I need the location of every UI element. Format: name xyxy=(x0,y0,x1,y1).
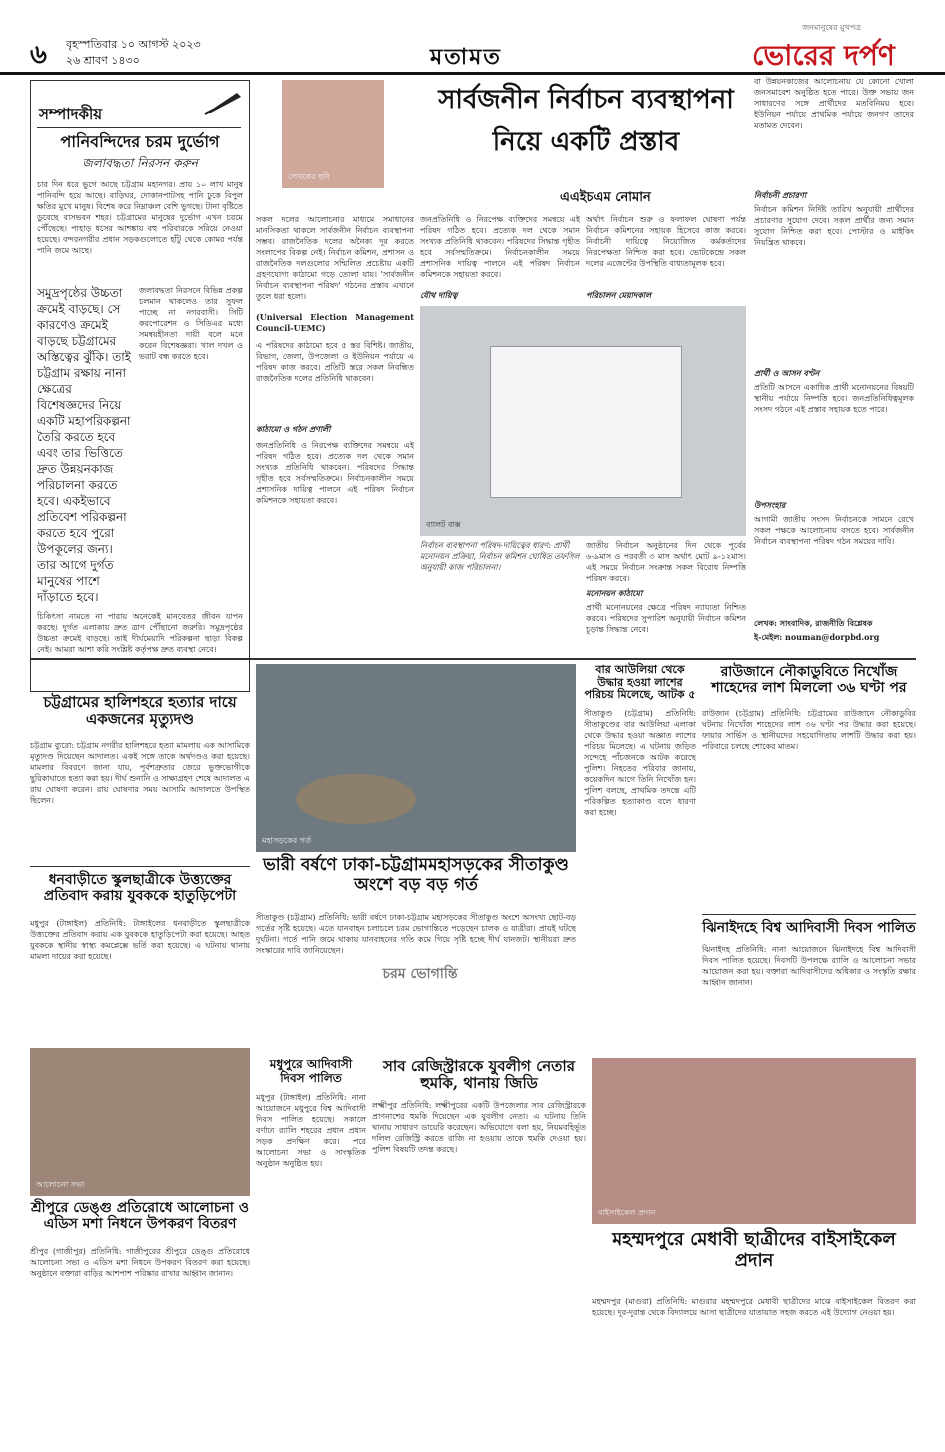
news-dengue-body: শ্রীপুর (গাজীপুর) প্রতিনিধি: গাজীপুরের শ্রীপুরে ডেঙ্গু প্রতিরোধে আলোচনা সভা ও এডিস মশা নিধনে উপকরণ বিতরণ করা হয়েছে। অনুষ্ঠানে বক্তারা বাড়ির আশপাশ পরিষ্কার রাখার আহ্বান জানান। xyxy=(30,1247,250,1278)
author-bio: লেখক: সাংবাদিক, রাজনীতি বিশ্লেষক xyxy=(754,618,873,628)
feature-title-2: নিয়ে একটি প্রস্তাব xyxy=(492,127,680,157)
news-subregistrar-title: সাব রেজিস্ট্রারকে যুবলীগ নেতার হুমকি, থানায় জিডি xyxy=(383,1057,575,1093)
news-raozan-body: রাউজান (চট্টগ্রাম) প্রতিনিধি: চট্টগ্রামের রাউজানে নৌকাডুবির ঘটনায় নিখোঁজ শাহেদের লাশ ৩৬ ঘণ্টা পর উদ্ধার করা হয়েছে। ফায়ার সার্ভিস ও স্থানীয়দের সহযোগিতায় লাশটি উদ্ধার করা হয়। পরিবারে চলছে শোকের মাতম। xyxy=(702,709,916,751)
feature-after-2: প্রার্থী মনোনয়নের ক্ষেত্রে পরিষদ ন্যায্যতা নিশ্চিত করবে। পরিষদের সুপারিশ অনুযায়ী নির্বাচন কমিশন চূড়ান্ত সিদ্ধান্ত নেবে। xyxy=(586,603,746,634)
news-bicycle-body: মহম্মদপুর (মাগুরা) প্রতিনিধি: মাগুরার মহম্মদপুরে মেধাবী ছাত্রীদের মাঝে বাইসাইকেল বিতরণ করা হয়েছে। দূর-দূরান্ত থেকে বিদ্যালয়ে আসা ছাত্রীদের যাতায়াত সহজ করতে এই উদ্যোগ নেওয়া হয়। xyxy=(592,1297,916,1317)
feature-col-1b: এ পরিষদের কাঠামো হবে ৫ স্তর বিশিষ্ট। জাতীয়, বিভাগ, জেলা, উপজেলা ও ইউনিয়ন পর্যায়ে এ পরিষদ কাজ করবে। প্রতিটি স্তরে সকল নিবন্ধিত রাজনৈতিক দলের প্রতিনিধি থাকবেন। xyxy=(256,341,414,383)
portrait-label: লেখকের ছবি xyxy=(288,172,330,181)
feature-sub-4: মনোনয়ন কাঠামো xyxy=(586,588,643,598)
editorial-label: সম্পাদকীয় xyxy=(39,105,103,123)
page-number: ৬ xyxy=(30,40,47,70)
dengue-photo-label: আলোচনা সভা xyxy=(36,1180,85,1189)
feature-sub-7: উপসংহার xyxy=(754,500,786,510)
road-pothole xyxy=(296,774,416,824)
feature-bottom-rule xyxy=(30,658,916,660)
feature-right-col-3: প্রতিটি আসনে একাধিক প্রার্থী মনোনয়নের বিষয়টি স্থানীয় পর্যায়ে নিষ্পত্তি হবে। জনপ্রতিনিধিত্বমূলক সংসদ গঠনে এই প্রস্তাব সহায়ক হতে পারে। xyxy=(754,383,914,414)
news-bicycle-title: মহম্মদপুরে মেধাবী ছাত্রীদের বাইসাইকেল প্রদান xyxy=(612,1229,896,1271)
masthead xyxy=(0,0,945,75)
news-1-rule xyxy=(30,866,250,867)
author-portrait xyxy=(282,80,384,188)
news-1-title: চট্টগ্রামের হালিশহরে হত্যার দায়ে একজনের মৃত্যুদণ্ড xyxy=(43,693,237,729)
author-email: ই-মেইল: nouman@dorpbd.org xyxy=(754,632,880,642)
editorial-pullquote: সমুদ্রপৃষ্ঠের উচ্চতা ক্রমেই বাড়ছে। সে কারণেও ক্রমেই বাড়ছে চট্টগ্রামের অস্তিত্বের ঝুঁকি। তাই চট্টগ্রাম রক্ষায় নানা ক্ষেত্রের বিশেষজ্ঞদের নিয়ে একটি মহাপরিকল্পনা তৈরি করতে হবে এবং তার ভিত্তিতে দ্রুত উন্নয়নকাজ পরিচালনা করতে হবে। একইভাবে প্রতিবেশ পরিকল্পনা করতে হবে পুরো উপকূলের জন্য। তার আগে দুর্গত মানুষের পাশে দাঁড়াতে হবে। xyxy=(37,286,131,604)
feature-right-col-4: আগামী জাতীয় সংসদ নির্বাচনকে সামনে রেখে সকল পক্ষকে আলোচনায় বসতে হবে। সার্বজনীন নির্বাচন ব্যবস্থাপনা পরিষদ গঠন সময়ের দাবি। xyxy=(754,515,914,546)
feature-col-1: সকল দলের আলোচনার মাধ্যমে সমাধানের মানসিকতা থাকলে সার্বজনীন নির্বাচন ব্যবস্থাপনা সম্ভব। রাজনৈতিক দলের অনৈক্য দূর করতে সংলাপের বিকল্প নেই। নির্বাচন কমিশন, প্রশাসন ও রাজনৈতিক দলগুলোর সম্মিলিত প্রচেষ্টায় একটি গ্রহণযোগ্য কাঠামো গড়ে তোলা যায়। 'সার্বজনীন নির্বাচন ব্যবস্থাপনা পরিষদ' গঠনের প্রস্তাব এখানে তুলে ধরা হলো। xyxy=(256,215,414,301)
feature-col-2: জনপ্রতিনিধি ও নিরপেক্ষ ব্যক্তিদের সমন্বয়ে এই পরিষদ গঠিত হবে। প্রত্যেক দল থেকে সমান সংখ্যক প্রতিনিধি থাকবেন। পরিষদের সিদ্ধান্ত গৃহীত হবে সর্বসম্মতিক্রমে। নির্বাচনকালীন সময়ে প্রশাসনিক দায়িত্ব পালনে এই পরিষদ নির্বাচন কমিশনকে সহায়তা করবে। xyxy=(256,441,414,505)
editorial-body-3: চিকিৎসা নামতে না পারায় অনেকেই মানবেতর জীবন যাপন করছে। দুর্গত এলাকায় দ্রুত ত্রাণ পৌঁছানো জরুরি। সমুদ্রপৃষ্ঠের উচ্চতা ক্রমেই বাড়ছে। তাই দীর্ঘমেয়াদি পরিকল্পনা ছাড়া বিকল্প নেই। আমরা আশা করি সংশ্লিষ্ট কর্তৃপক্ষ দ্রুত ব্যবস্থা নেবে। xyxy=(37,612,243,654)
bicycle-photo-label: বাইসাইকেল প্রদান xyxy=(598,1208,656,1217)
news-madhupur-body: মধুপুর (টাঙ্গাইল) প্রতিনিধি: নানা আয়োজনে মধুপুরে বিশ্ব আদিবাসী দিবস পালিত হয়েছে। সকালে বর্ণাঢ্য র‍্যালি শহরের প্রধান প্রধান সড়ক প্রদক্ষিণ করে। পরে আলোচনা সভা ও সাংস্কৃতিক অনুষ্ঠান অনুষ্ঠিত হয়। xyxy=(256,1093,366,1168)
brand-logo: ভোরের দর্পণ xyxy=(752,39,895,72)
news-madhupur-title: মধুপুরে আদিবাসী দিবস পালিত xyxy=(269,1057,353,1085)
feature-title-1: সার্বজনীন নির্বাচন ব্যবস্থাপনা xyxy=(438,85,734,115)
feature-right-col: বা উন্নয়নকাজের আলোচনায় যে কোনো খোলা জনসমাবেশ অনুষ্ঠিত হতে পারে। উক্ত সভায় জন সাধারণের সঙ্গে প্রার্থীদের মতবিনিময় হবে। ইউনিয়ন পর্যায়ে প্রাথমিক পর্যায়ে জনগণ তাদের মতামত দেবেন। xyxy=(754,77,914,130)
news-jhenaidah-body: ঝিনাইদহ প্রতিনিধি: নানা আয়োজনে ঝিনাইদহে বিশ্ব আদিবাসী দিবস পালিত হয়েছে। দিবসটি উপলক্ষে র‍্যালি ও আলোচনা সভার আয়োজন করা হয়। বক্তারা আদিবাসীদের অধিকার ও সংস্কৃতি রক্ষার আহ্বান জানান। xyxy=(702,945,916,987)
feature-col-3: অর্থাৎ নির্বাচন শুরু ও ফলাফল ঘোষণা পর্যন্ত নির্বাচন কমিশনের সহায়ক হিসেবে কাজ করবে। নির্বাচনী দায়িত্বে নিয়োজিত কর্মকর্তাদের নিরপেক্ষতা নিশ্চিত করা হবে। ভোটকেন্দ্রে সকল দলের এজেন্টের উপস্থিতি বাধ্যতামূলক হবে। xyxy=(586,215,746,268)
feature-author: এএইচএম নোমান xyxy=(560,190,651,205)
editorial-divider xyxy=(37,127,241,128)
news-jhenaidah-title: ঝিনাইদহে বিশ্ব আদিবাসী দিবস পালিত xyxy=(702,920,916,936)
news-highway-body: সীতাকুণ্ড (চট্টগ্রাম) প্রতিনিধি: ভারী বর্ষণে ঢাকা-চট্টগ্রাম মহাসড়কের সীতাকুণ্ড অংশে অসংখ্য ছোট-বড় গর্তের সৃষ্টি হয়েছে। এতে যানবাহন চলাচলে চরম ভোগান্তিতে পড়েছেন চালক ও যাত্রীরা। প্রায়ই ঘটছে দুর্ঘটনা। গর্তে পানি জমে থাকায় যানবাহনের গতি কমে গিয়ে সৃষ্টি হচ্ছে দীর্ঘ যানজট। স্থানীয়রা দ্রুত সংস্কারের দাবি জানিয়েছেন। xyxy=(256,913,576,955)
feature-english-term: (Universal Election Management Council-UEMC) xyxy=(256,312,414,333)
feature-col-2-right: জনপ্রতিনিধি ও নিরপেক্ষ ব্যক্তিদের সমন্বয়ে এই পরিষদ গঠিত হবে। প্রত্যেক দল থেকে সমান সংখ্যক প্রতিনিধি থাকবেন। পরিষদের সিদ্ধান্ত গৃহীত হবে সর্বসম্মতিক্রমে। নির্বাচনকালীন সময়ে প্রশাসনিক দায়িত্ব পালনে এই পরিষদ নির্বাচন কমিশনকে সহায়তা করবে। xyxy=(420,215,580,279)
news-subregistrar-body: লক্ষ্মীপুর প্রতিনিধি: লক্ষ্মীপুরের একটি উপজেলার সাব রেজিস্ট্রারকে প্রাণনাশের হুমকি দিয়েছেন এক যুবলীগ নেতা। এ ঘটনায় তিনি থানায় সাধারণ ডায়েরি করেছেন। অভিযোগে বলা হয়, নিয়মবহির্ভূত দলিল রেজিস্ট্রি করতে রাজি না হওয়ায় তাকে হুমকি দেওয়া হয়। পুলিশ বিষয়টি তদন্ত করছে। xyxy=(372,1101,586,1154)
ballot-box-shape xyxy=(490,346,682,498)
news-dengue-title: শ্রীপুরে ডেঙ্গু প্রতিরোধে আলোচনা ও এডিস মশা নিধনে উপকরণ বিতরণ xyxy=(30,1200,250,1233)
bicycle-photo xyxy=(592,1058,916,1224)
news-highway-subtitle: চরম ভোগান্তি xyxy=(360,962,480,984)
news-1-body: চট্টগ্রাম ব্যুরো: চট্টগ্রাম নগরীর হালিশহরে হত্যা মামলায় এক আসামিকে মৃত্যুদণ্ড দিয়েছেন আদালত। একই সঙ্গে তাকে অর্থদণ্ডও করা হয়েছে। মামলার বিবরণে জানা যায়, পূর্বশত্রুতার জেরে ভুক্তভোগীকে ছুরিকাঘাতে হত্যা করা হয়। দীর্ঘ শুনানি ও সাক্ষ্যগ্রহণ শেষে আদালত এ রায় ঘোষণা করেন। রায় ঘোষণার সময় আসামি আদালতে উপস্থিত ছিলেন। xyxy=(30,741,250,805)
feature-right-col-2: নির্বাচন কমিশন নির্দিষ্ট তারিখ অনুযায়ী প্রার্থীদের প্রচারণার সুযোগ দেবে। সকল প্রার্থীর জন্য সমান সুযোগ নিশ্চিত করা হবে। পোস্টার ও মাইকিং নিয়ন্ত্রিত থাকবে। xyxy=(754,205,914,247)
feature-sub-2: যৌথ দায়িত্ব xyxy=(420,290,458,300)
highway-photo xyxy=(256,664,576,852)
news-raozan-rule xyxy=(702,914,916,915)
news-baraulia-title: বার আউলিয়া থেকে উদ্ধার হওয়া লাশের পরিচয় মিলেছে, আটক ৫ xyxy=(584,663,696,702)
feature-sub-6: প্রার্থী ও আসন বণ্টন xyxy=(754,368,820,378)
editorial-subtitle: জলাবদ্ধতা নিরসন করুন xyxy=(82,156,198,170)
news-highway-title: ভারী বর্ষণে ঢাকা-চট্টগ্রামমহাসড়কের সীতাকুণ্ড অংশে বড় বড় গর্ত xyxy=(263,855,569,895)
editorial-title: পানিবন্দিদের চরম দুর্ভোগ xyxy=(60,132,220,151)
date-secondary: ২৬ শ্রাবণ ১৪৩০ xyxy=(66,54,140,67)
news-baraulia-body: সীতাকুণ্ড (চট্টগ্রাম) প্রতিনিধি: সীতাকুণ্ডের বার আউলিয়া এলাকা থেকে উদ্ধার হওয়া অজ্ঞাত লাশের পরিচয় মিলেছে। এ ঘটনায় জড়িত সন্দেহে পাঁচজনকে আটক করেছে পুলিশ। নিহতের পরিবার জানায়, কয়েকদিন আগে তিনি নিখোঁজ হন। পুলিশ বলছে, প্রাথমিক তদন্তে এটি পরিকল্পিত হত্যাকাণ্ড বলে ধারণা করা হচ্ছে। xyxy=(584,709,696,817)
dengue-photo xyxy=(30,1048,250,1196)
brand-tagline: জনমানুষের মুখপত্র xyxy=(802,23,862,32)
news-raozan-title: রাউজানে নৌকাডুবিতে নিখোঁজ শাহেদের লাশ মিললো ৩৬ ঘণ্টা পর xyxy=(711,664,907,697)
news-2-title: ধনবাড়ীতে স্কুলছাত্রীকে উত্ত্যক্তের প্রতিবাদ করায় যুবককে হাতুড়িপেটা xyxy=(43,872,237,905)
highway-photo-label: মহাসড়কের গর্ত xyxy=(262,836,311,845)
ballot-box-photo xyxy=(420,306,746,536)
editorial-box xyxy=(30,80,250,692)
pen-icon xyxy=(203,89,243,115)
ballot-photo-label: ব্যালট বাক্স xyxy=(426,520,461,529)
news-2-body: মধুপুর (টাঙ্গাইল) প্রতিনিধি: টাঙ্গাইলের ধনবাড়ীতে স্কুলছাত্রীকে উত্ত্যক্তের প্রতিবাদ করায় এক যুবককে হাতুড়িপেটা করা হয়েছে। আহত যুবককে স্থানীয় স্বাস্থ্য কমপ্লেক্সে ভর্তি করা হয়েছে। এ ঘটনায় থানায় মামলা দায়ের করা হয়েছে। xyxy=(30,919,250,961)
ballot-photo-caption: নির্বাচন ব্যবস্থাপনা পরিষদ-দায়িত্বের ধারণ: প্রার্থী মনোনয়ন প্রক্রিয়া, নির্বাচন কমিশন ঘোষিত তফসিল অনুযায়ী কাজ পরিচালনা। xyxy=(420,541,580,572)
feature-sub-3: পরিচালন মেয়াদকাল xyxy=(586,290,652,300)
date-primary: বৃহস্পতিবার ১০ আগস্ট ২০২৩ xyxy=(66,38,201,51)
feature-sub-5: নির্বাচনী প্রচারণা xyxy=(754,190,807,200)
feature-sub-1: কাঠামো ও গঠন প্রণালী xyxy=(256,424,331,434)
editorial-body-2: জলাবদ্ধতা নিরসনে বিভিন্ন প্রকল্প চলমান থাকলেও তার সুফল পাচ্ছে না নগরবাসী। সিটি করপোরেশন ও সিডিএর মধ্যে সমন্বয়হীনতা দায়ী বলে মনে করেন বিশেষজ্ঞরা। খাল দখল ও ভরাট বন্ধ করতে হবে। xyxy=(139,286,243,361)
editorial-body-1: চার দিন ধরে ভুগে আছে চট্টগ্রাম মহানগর। প্রায় ১০ লাখ মানুষ পানিবন্দি হয়ে আছে। বাড়িঘর, দোকানপাটসহ পানি ঢুকে বিপুল ক্ষতির মুখে মানুষ। বিশেষ করে নিম্নাঞ্চল বেশি ভুগছে। টানা বৃষ্টিতে ডুবেছে বাসভবন শহর। চট্টগ্রামের মানুষের দুর্ভোগ এখন চরমে পৌঁছেছে। পাহাড় ধসের আশঙ্কায় বহু পরিবারকে সরিয়ে নেওয়া হয়েছে। বন্দরনগরীর প্রধান সড়কগুলোতে হাঁটু থেকে কোমর পর্যন্ত পানি জমে আছে। xyxy=(37,180,243,255)
section-title: মতামত xyxy=(430,44,502,70)
feature-after-1: জাতীয় নির্বাচন অনুষ্ঠানের দিন থেকে পূর্বের ৬-৯মাস ও পরবর্তী ৩ মাস অর্থাৎ মোট ৯-১২মাস। এই সময়ে নির্বাচন সংক্রান্ত সকল বিরোধ নিষ্পত্তি পরিষদ করবে। xyxy=(586,541,746,583)
